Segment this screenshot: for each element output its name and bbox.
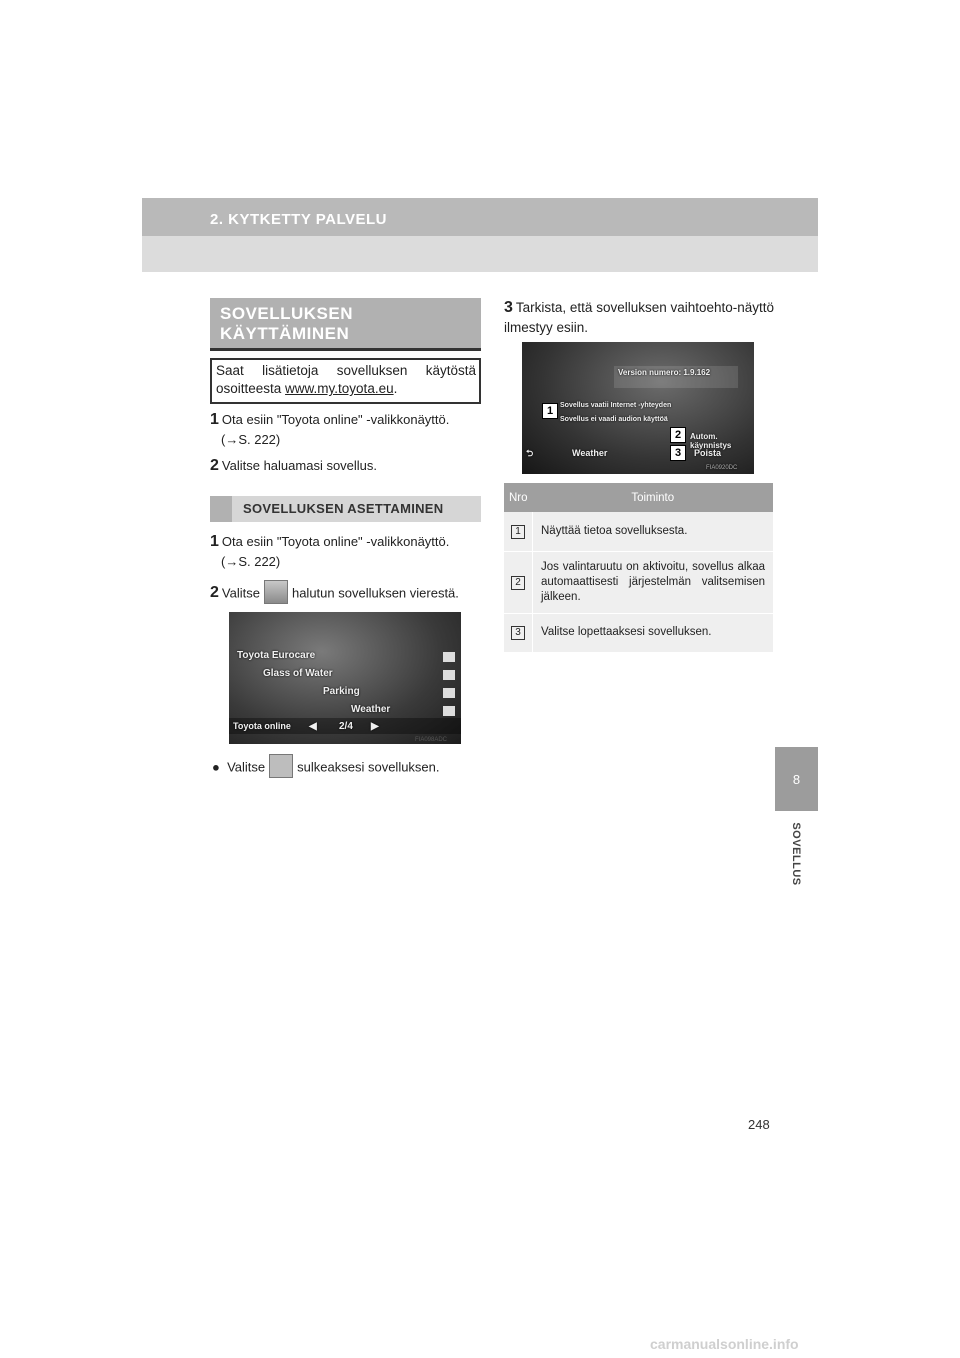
settings-icon [443, 688, 455, 698]
app-option-internet: Sovellus vaatii Internet -yhteyden [560, 402, 672, 409]
column-header-toiminto: Toiminto [533, 483, 774, 512]
step-number: 2 [210, 584, 219, 602]
app-item: Glass of Water [263, 668, 333, 679]
row-description: Jos valintaruutu on aktivoitu, sovellus alkaa automaattisesti järjestelmän valitsemisen jälkeen. [533, 551, 774, 613]
screen-footer-label: Toyota online [233, 721, 291, 731]
app-options-screenshot [522, 342, 754, 474]
app-item: Parking [323, 686, 360, 697]
step-text: Valitse [221, 585, 260, 601]
row-description: Valitse lopettaaksesi sovelluksen. [533, 613, 774, 652]
table-row [504, 613, 773, 652]
settings-icon [443, 670, 455, 680]
step-1-settings [210, 532, 482, 552]
page-prev-arrow-icon: ◀ [309, 721, 317, 732]
callout-1: 1 [542, 403, 558, 419]
step-number: 1 [210, 411, 219, 428]
chapter-tab-label [788, 818, 804, 894]
bullet-text: sulkeaksesi sovelluksen. [297, 759, 440, 775]
function-table [504, 483, 773, 653]
back-arrow-icon: ⮌ [526, 448, 534, 458]
info-note-text: Saat lisätietoja sovelluksen käytöstä osoitteesta [216, 363, 476, 396]
app-option-audio: Sovellus ei vaadi audion käyttöä [560, 416, 668, 423]
settings-icon [443, 706, 455, 716]
step-2-use [210, 456, 377, 476]
bullet-text: Valitse [227, 759, 266, 775]
app-item: Toyota Eurocare [237, 650, 316, 661]
bullet-close-app [212, 756, 440, 780]
column-header-nro: Nro [504, 483, 533, 512]
table-row [504, 512, 773, 551]
subsection-heading-marker [210, 496, 232, 522]
section-heading: SOVELLUKSEN KÄYTTÄMINEN [220, 304, 354, 343]
version-number: Version numero: 1.9.162 [614, 366, 738, 388]
toyota-online-screenshot [229, 612, 461, 744]
close-icon [269, 754, 293, 778]
page-indicator: 2/4 [339, 721, 353, 732]
row-number-box: 2 [511, 576, 525, 590]
step-2-settings [210, 582, 459, 606]
step-number: 1 [210, 533, 219, 550]
delete-button: Poista [694, 448, 722, 458]
step-number: 3 [504, 299, 513, 316]
figure-code: FIA0920DC [706, 465, 738, 471]
figure-code: FIA098ADC [415, 737, 448, 743]
info-note-period: . [393, 381, 398, 396]
page-number: 248 [748, 1117, 770, 1132]
step-text: Tarkista, että sovelluksen vaihtoehto-näyttö ilmestyy esiin. [504, 300, 775, 335]
step-3-check [504, 298, 776, 338]
watermark: carmanualsonline.info [650, 1336, 799, 1352]
row-number-box: 3 [511, 626, 525, 640]
row-number [504, 551, 533, 613]
step-text: halutun sovelluksen vierestä. [291, 585, 459, 601]
step-1-use-ref: (→S. 222) [221, 432, 281, 447]
info-note [216, 362, 476, 398]
subsection-heading: SOVELLUKSEN ASETTAMINEN [243, 501, 444, 516]
chapter-tab-number: 8 [775, 747, 818, 811]
app-name: Weather [572, 448, 608, 458]
row-number [504, 512, 533, 551]
chapter-tab-label-text: SOVELLUS [790, 822, 802, 886]
chapter-title: 2. KYTKETTY PALVELU [210, 211, 388, 228]
page-next-arrow-icon: ▶ [371, 721, 379, 732]
auto-start-checkbox: Autom. käynnistys [690, 432, 732, 450]
settings-icon [443, 652, 455, 662]
settings-edit-icon [264, 580, 288, 604]
callout-2: 2 [670, 427, 686, 443]
bullet-icon: ● [212, 759, 220, 775]
table-row [504, 551, 773, 613]
row-description: Näyttää tietoa sovelluksesta. [533, 512, 774, 551]
step-text: Valitse haluamasi sovellus. [221, 458, 378, 473]
step-text: Ota esiin "Toyota online" -valikkonäyttö. [221, 534, 450, 549]
row-number [504, 613, 533, 652]
step-number: 2 [210, 457, 219, 474]
toyota-website-link[interactable]: www.my.toyota.eu [285, 381, 394, 396]
step-text: Ota esiin "Toyota online" -valikkonäyttö. [221, 412, 450, 427]
table-header-row [504, 483, 773, 512]
page-header-subband [142, 236, 818, 272]
row-number-box: 1 [511, 525, 525, 539]
step-1-settings-ref: (→S. 222) [221, 554, 281, 569]
step-1-use [210, 410, 482, 430]
app-item: Weather [351, 704, 391, 715]
callout-3: 3 [670, 445, 686, 461]
